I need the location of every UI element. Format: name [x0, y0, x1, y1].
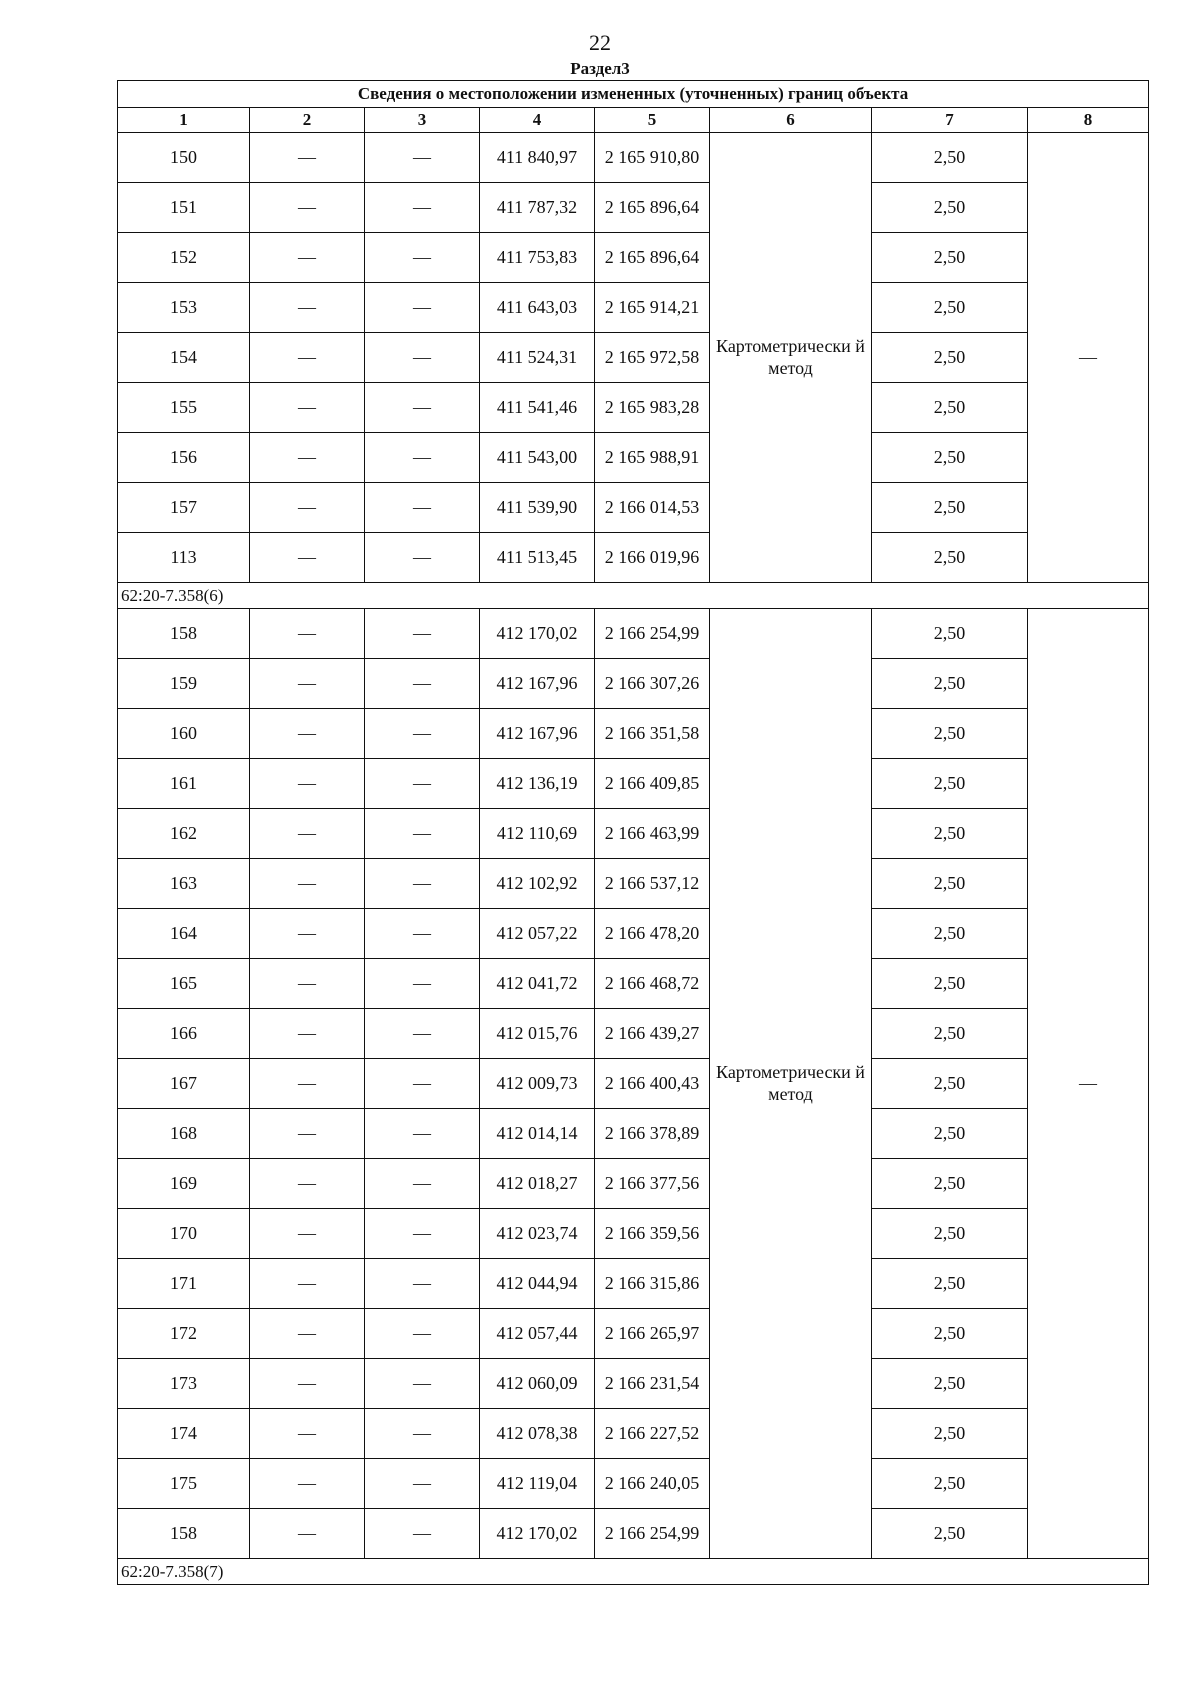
table-row [118, 183, 1149, 233]
table-row [118, 609, 1149, 659]
col2-dash: — [250, 609, 365, 659]
table-row [118, 759, 1149, 809]
table-row [118, 383, 1149, 433]
col2-dash: — [250, 133, 365, 183]
column-header-1: 1 [118, 108, 250, 133]
accuracy-value: 2,50 [872, 1459, 1028, 1509]
col2-dash: — [250, 283, 365, 333]
coord-x: 411 787,32 [480, 183, 595, 233]
col3-dash: — [365, 1259, 480, 1309]
coord-x: 412 023,74 [480, 1209, 595, 1259]
coord-y: 2 165 896,64 [595, 183, 710, 233]
point-number: 169 [118, 1159, 250, 1209]
table-row [118, 859, 1149, 909]
col2-dash: — [250, 533, 365, 583]
method-cell: Картометрически й метод [710, 133, 872, 583]
table-row [118, 909, 1149, 959]
col2-dash: — [250, 1009, 365, 1059]
col3-dash: — [365, 133, 480, 183]
table-row [118, 433, 1149, 483]
col3-dash: — [365, 1459, 480, 1509]
accuracy-value: 2,50 [872, 183, 1028, 233]
col3-dash: — [365, 859, 480, 909]
coord-y: 2 166 439,27 [595, 1009, 710, 1059]
coord-y: 2 165 988,91 [595, 433, 710, 483]
col2-dash: — [250, 1459, 365, 1509]
coord-y: 2 166 400,43 [595, 1059, 710, 1109]
accuracy-value: 2,50 [872, 133, 1028, 183]
coord-y: 2 166 468,72 [595, 959, 710, 1009]
group-label-row [118, 583, 1149, 609]
col2-dash: — [250, 1359, 365, 1409]
accuracy-value: 2,50 [872, 959, 1028, 1009]
boundary-table [117, 80, 1149, 1585]
point-number: 168 [118, 1109, 250, 1159]
coord-y: 2 166 227,52 [595, 1409, 710, 1459]
column-header-5: 5 [595, 108, 710, 133]
coord-x: 411 539,90 [480, 483, 595, 533]
col3-dash: — [365, 1059, 480, 1109]
col2-dash: — [250, 1209, 365, 1259]
point-number: 154 [118, 333, 250, 383]
coord-y: 2 165 972,58 [595, 333, 710, 383]
coord-y: 2 166 254,99 [595, 609, 710, 659]
accuracy-value: 2,50 [872, 909, 1028, 959]
col3-dash: — [365, 333, 480, 383]
coord-x: 411 753,83 [480, 233, 595, 283]
table-row [118, 659, 1149, 709]
coord-y: 2 166 014,53 [595, 483, 710, 533]
point-number: 150 [118, 133, 250, 183]
col8-dash: — [1028, 133, 1149, 583]
coord-x: 412 044,94 [480, 1259, 595, 1309]
table-row [118, 133, 1149, 183]
coord-x: 412 009,73 [480, 1059, 595, 1109]
col3-dash: — [365, 759, 480, 809]
accuracy-value: 2,50 [872, 233, 1028, 283]
col2-dash: — [250, 1259, 365, 1309]
group-label: 62:20-7.358(6) [118, 583, 1149, 609]
table-row [118, 1259, 1149, 1309]
col8-dash: — [1028, 609, 1149, 1559]
accuracy-value: 2,50 [872, 609, 1028, 659]
col3-dash: — [365, 183, 480, 233]
point-number: 158 [118, 1509, 250, 1559]
column-header-2: 2 [250, 108, 365, 133]
accuracy-value: 2,50 [872, 283, 1028, 333]
col3-dash: — [365, 709, 480, 759]
coord-y: 2 166 019,96 [595, 533, 710, 583]
accuracy-value: 2,50 [872, 383, 1028, 433]
col2-dash: — [250, 483, 365, 533]
col3-dash: — [365, 433, 480, 483]
coord-x: 411 513,45 [480, 533, 595, 583]
point-number: 158 [118, 609, 250, 659]
table-title: Сведения о местоположении измененных (уточненных) границ объекта [118, 81, 1149, 108]
point-number: 159 [118, 659, 250, 709]
point-number: 151 [118, 183, 250, 233]
accuracy-value: 2,50 [872, 533, 1028, 583]
col2-dash: — [250, 1409, 365, 1459]
coord-x: 411 643,03 [480, 283, 595, 333]
table-row [118, 1459, 1149, 1509]
coord-x: 411 524,31 [480, 333, 595, 383]
accuracy-value: 2,50 [872, 659, 1028, 709]
point-number: 173 [118, 1359, 250, 1409]
coord-x: 412 119,04 [480, 1459, 595, 1509]
page-number: 22 [589, 30, 611, 55]
table-row [118, 1009, 1149, 1059]
coord-x: 412 018,27 [480, 1159, 595, 1209]
point-number: 172 [118, 1309, 250, 1359]
accuracy-value: 2,50 [872, 1509, 1028, 1559]
coord-y: 2 166 377,56 [595, 1159, 710, 1209]
col3-dash: — [365, 1109, 480, 1159]
col2-dash: — [250, 433, 365, 483]
col2-dash: — [250, 333, 365, 383]
coord-y: 2 166 307,26 [595, 659, 710, 709]
col2-dash: — [250, 1309, 365, 1359]
table-row [118, 1159, 1149, 1209]
column-header-7: 7 [872, 108, 1028, 133]
col2-dash: — [250, 709, 365, 759]
point-number: 170 [118, 1209, 250, 1259]
accuracy-value: 2,50 [872, 483, 1028, 533]
col2-dash: — [250, 233, 365, 283]
col3-dash: — [365, 483, 480, 533]
table-row [118, 959, 1149, 1009]
point-number: 157 [118, 483, 250, 533]
point-number: 167 [118, 1059, 250, 1109]
table-row [118, 233, 1149, 283]
table-row [118, 1309, 1149, 1359]
point-number: 163 [118, 859, 250, 909]
point-number: 155 [118, 383, 250, 433]
table-row [118, 1409, 1149, 1459]
table-row [118, 333, 1149, 383]
column-header-4: 4 [480, 108, 595, 133]
point-number: 113 [118, 533, 250, 583]
col2-dash: — [250, 183, 365, 233]
coord-x: 412 014,14 [480, 1109, 595, 1159]
method-cell: Картометрически й метод [710, 609, 872, 1559]
table-row [118, 809, 1149, 859]
coord-y: 2 165 914,21 [595, 283, 710, 333]
point-number: 153 [118, 283, 250, 333]
accuracy-value: 2,50 [872, 1409, 1028, 1459]
point-number: 161 [118, 759, 250, 809]
coord-y: 2 165 910,80 [595, 133, 710, 183]
group-label: 62:20-7.358(7) [118, 1559, 1149, 1585]
point-number: 166 [118, 1009, 250, 1059]
col3-dash: — [365, 809, 480, 859]
accuracy-value: 2,50 [872, 1109, 1028, 1159]
coord-y: 2 166 478,20 [595, 909, 710, 959]
accuracy-value: 2,50 [872, 1009, 1028, 1059]
col2-dash: — [250, 1059, 365, 1109]
coord-x: 412 102,92 [480, 859, 595, 909]
accuracy-value: 2,50 [872, 1159, 1028, 1209]
coord-x: 412 167,96 [480, 709, 595, 759]
point-number: 156 [118, 433, 250, 483]
coord-y: 2 165 896,64 [595, 233, 710, 283]
col3-dash: — [365, 1409, 480, 1459]
coord-y: 2 166 240,05 [595, 1459, 710, 1509]
col3-dash: — [365, 1309, 480, 1359]
col2-dash: — [250, 1109, 365, 1159]
section-title: Раздел3 [570, 59, 630, 78]
accuracy-value: 2,50 [872, 709, 1028, 759]
group-label-row [118, 1559, 1149, 1585]
col3-dash: — [365, 283, 480, 333]
coord-x: 412 170,02 [480, 1509, 595, 1559]
accuracy-value: 2,50 [872, 1359, 1028, 1409]
table-row [118, 1059, 1149, 1109]
col2-dash: — [250, 659, 365, 709]
col3-dash: — [365, 1359, 480, 1409]
coord-x: 412 170,02 [480, 609, 595, 659]
col2-dash: — [250, 1159, 365, 1209]
accuracy-value: 2,50 [872, 1259, 1028, 1309]
point-number: 160 [118, 709, 250, 759]
coord-y: 2 166 254,99 [595, 1509, 710, 1559]
table-row [118, 709, 1149, 759]
col3-dash: — [365, 1509, 480, 1559]
coord-x: 412 167,96 [480, 659, 595, 709]
coord-y: 2 166 231,54 [595, 1359, 710, 1409]
col3-dash: — [365, 609, 480, 659]
col3-dash: — [365, 959, 480, 1009]
coord-x: 412 057,22 [480, 909, 595, 959]
accuracy-value: 2,50 [872, 809, 1028, 859]
point-number: 171 [118, 1259, 250, 1309]
point-number: 164 [118, 909, 250, 959]
coord-x: 412 136,19 [480, 759, 595, 809]
table-row [118, 1109, 1149, 1159]
col2-dash: — [250, 959, 365, 1009]
table-row [118, 483, 1149, 533]
table-row [118, 283, 1149, 333]
accuracy-value: 2,50 [872, 1209, 1028, 1259]
col3-dash: — [365, 909, 480, 959]
coord-y: 2 166 265,97 [595, 1309, 710, 1359]
col3-dash: — [365, 1209, 480, 1259]
accuracy-value: 2,50 [872, 1309, 1028, 1359]
point-number: 174 [118, 1409, 250, 1459]
coord-y: 2 166 359,56 [595, 1209, 710, 1259]
accuracy-value: 2,50 [872, 859, 1028, 909]
col2-dash: — [250, 809, 365, 859]
accuracy-value: 2,50 [872, 1059, 1028, 1109]
accuracy-value: 2,50 [872, 433, 1028, 483]
col2-dash: — [250, 383, 365, 433]
col3-dash: — [365, 533, 480, 583]
col3-dash: — [365, 233, 480, 283]
coord-y: 2 166 409,85 [595, 759, 710, 809]
col3-dash: — [365, 383, 480, 433]
col3-dash: — [365, 659, 480, 709]
coord-x: 411 840,97 [480, 133, 595, 183]
point-number: 165 [118, 959, 250, 1009]
column-header-3: 3 [365, 108, 480, 133]
point-number: 162 [118, 809, 250, 859]
coord-y: 2 166 537,12 [595, 859, 710, 909]
col3-dash: — [365, 1009, 480, 1059]
coord-x: 412 041,72 [480, 959, 595, 1009]
coord-x: 412 110,69 [480, 809, 595, 859]
coord-y: 2 166 378,89 [595, 1109, 710, 1159]
table-row [118, 1209, 1149, 1259]
coord-x: 412 078,38 [480, 1409, 595, 1459]
coord-x: 412 060,09 [480, 1359, 595, 1409]
point-number: 152 [118, 233, 250, 283]
col2-dash: — [250, 859, 365, 909]
col2-dash: — [250, 759, 365, 809]
col2-dash: — [250, 1509, 365, 1559]
col3-dash: — [365, 1159, 480, 1209]
coord-x: 411 543,00 [480, 433, 595, 483]
table-row [118, 1359, 1149, 1409]
col2-dash: — [250, 909, 365, 959]
coord-y: 2 166 463,99 [595, 809, 710, 859]
column-header-6: 6 [710, 108, 872, 133]
table-row [118, 1509, 1149, 1559]
column-header-8: 8 [1028, 108, 1149, 133]
accuracy-value: 2,50 [872, 333, 1028, 383]
accuracy-value: 2,50 [872, 759, 1028, 809]
point-number: 175 [118, 1459, 250, 1509]
coord-y: 2 165 983,28 [595, 383, 710, 433]
table-row [118, 533, 1149, 583]
coord-x: 412 015,76 [480, 1009, 595, 1059]
coord-x: 411 541,46 [480, 383, 595, 433]
coord-y: 2 166 351,58 [595, 709, 710, 759]
coord-x: 412 057,44 [480, 1309, 595, 1359]
coord-y: 2 166 315,86 [595, 1259, 710, 1309]
